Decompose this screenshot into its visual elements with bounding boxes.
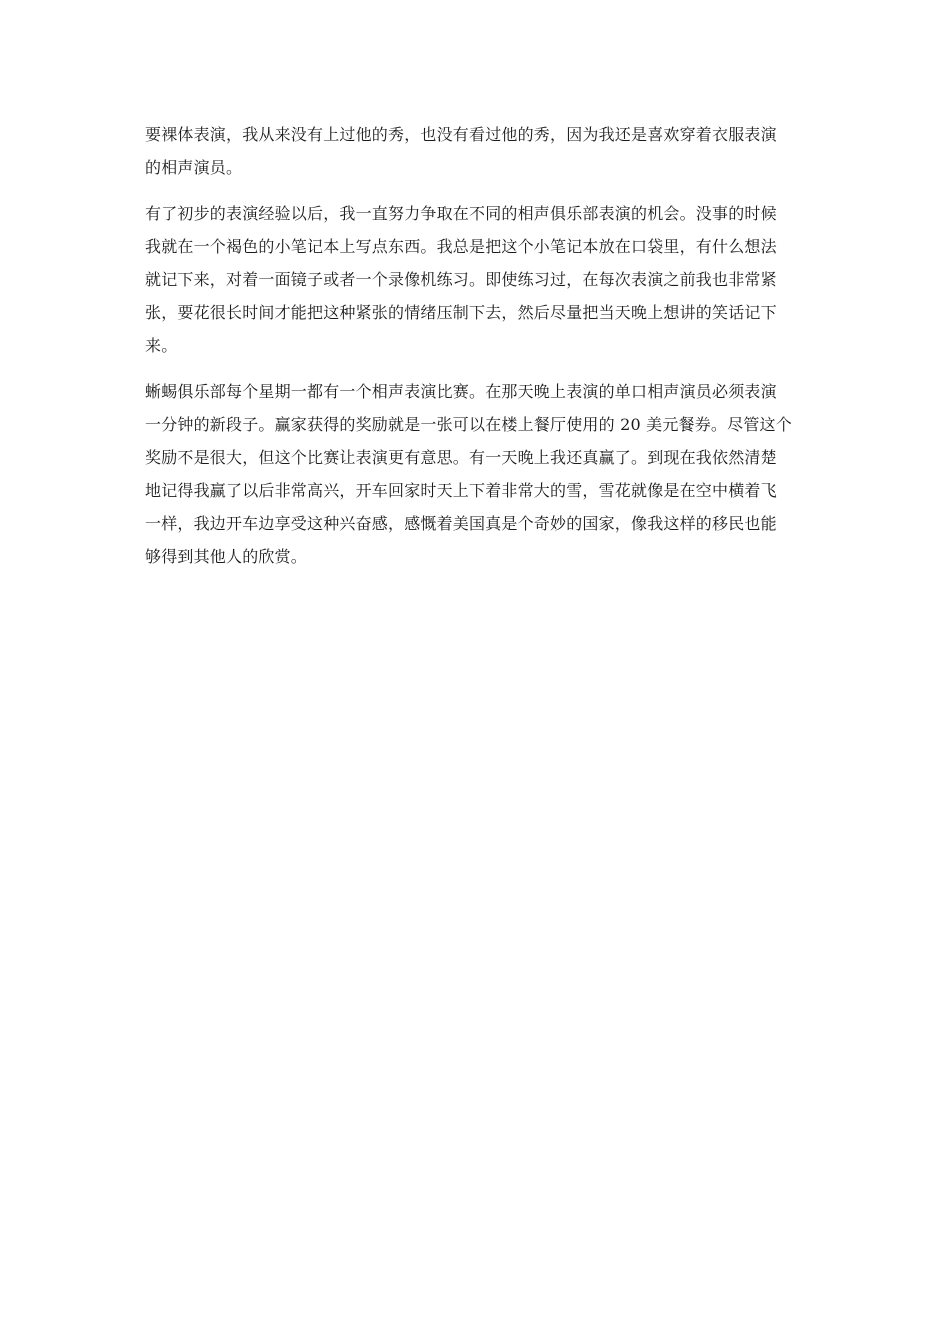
text-line: 要裸体表演，我从来没有上过他的秀，也没有看过他的秀，因为我还是喜欢穿着衣服表演 [145, 125, 777, 144]
text-line: 我就在一个褐色的小笔记本上写点东西。我总是把这个小笔记本放在口袋里，有什么想法 [145, 237, 777, 256]
text-line: 有了初步的表演经验以后，我一直努力争取在不同的相声俱乐部表演的机会。没事的时候 [145, 204, 777, 223]
text-line: 一样，我边开车边享受这种兴奋感，感慨着美国真是个奇妙的国家，像我这样的移民也能 [145, 514, 777, 533]
text-line: 够得到其他人的欣赏。 [145, 547, 308, 566]
text-line: 的相声演员。 [145, 158, 243, 177]
text-line: 来。 [145, 336, 178, 355]
document-body [145, 118, 810, 586]
text-line: 张，要花很长时间才能把这种紧张的情绪压制下去，然后尽量把当天晚上想讲的笑话记下 [145, 303, 777, 322]
paragraph-2 [145, 197, 810, 362]
paragraph-3 [145, 375, 810, 573]
paragraph-1 [145, 118, 810, 184]
text-line: 奖励不是很大，但这个比赛让表演更有意思。有一天晚上我还真赢了。到现在我依然清楚 [145, 448, 777, 467]
text-line: 地记得我赢了以后非常高兴，开车回家时天上下着非常大的雪，雪花就像是在空中横着飞 [145, 481, 777, 500]
text-line: 蜥蜴俱乐部每个星期一都有一个相声表演比赛。在那天晚上表演的单口相声演员必须表演 [145, 382, 777, 401]
text-line: 就记下来，对着一面镜子或者一个录像机练习。即使练习过，在每次表演之前我也非常紧 [145, 270, 777, 289]
text-line: 一分钟的新段子。赢家获得的奖励就是一张可以在楼上餐厅使用的 20 美元餐券。尽管这个 [145, 415, 792, 434]
